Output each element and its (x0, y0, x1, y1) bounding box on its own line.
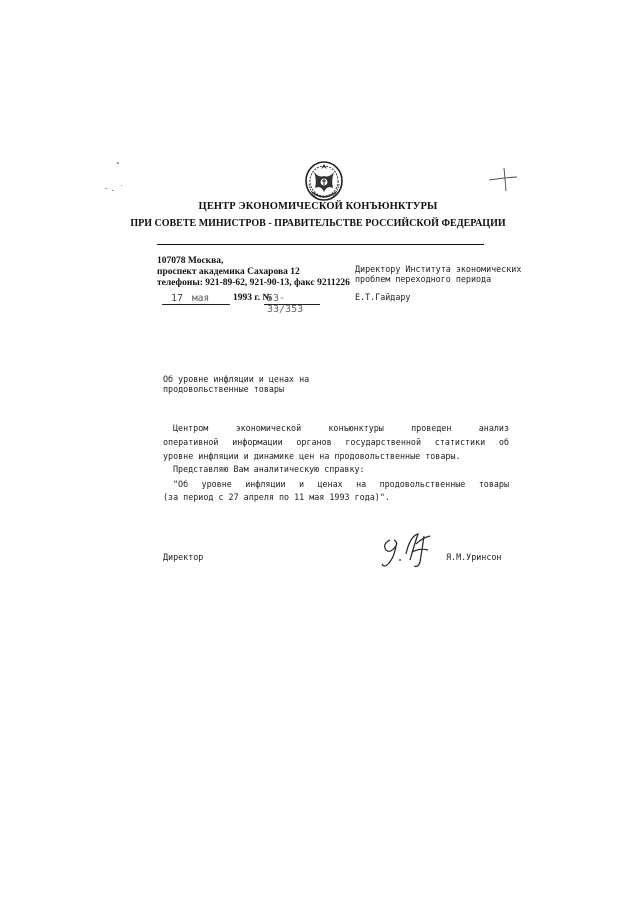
body-paragraph-line: оперативной информации органов государственной статистики об (163, 437, 509, 447)
sender-address-city: 107078 Москва, (157, 256, 224, 266)
org-name-line-2: ПРИ СОВЕТЕ МИНИСТРОВ - ПРАВИТЕЛЬСТВЕ РОССИЙСКОЙ ФЕДЕРАЦИИ (130, 218, 506, 229)
russian-coat-of-arms-icon (303, 158, 345, 202)
subject-line-1: Об уровне инфляции и ценах на (163, 374, 310, 384)
scan-speck (112, 190, 114, 191)
handwritten-signature-icon (380, 530, 438, 570)
handwritten-cross-mark-icon (487, 166, 519, 192)
body-paragraph-line: Центром экономической конъюнктуры проведен анализ (173, 423, 509, 433)
scan-speck (117, 162, 119, 164)
org-name-line-1: ЦЕНТР ЭКОНОМИЧЕСКОЙ КОНЪЮНКТУРЫ (198, 201, 438, 212)
sender-phones: телефоны: 921-89-62, 921-90-13, факс 9211226 (157, 278, 350, 288)
date-year-label: 1993 г. № (233, 293, 272, 303)
date-day: 17 (171, 293, 184, 304)
recipient-title-line-2: проблем переходного периода (355, 274, 492, 284)
subject-line-2: продовольственные товары (163, 384, 285, 394)
letterhead-divider (157, 244, 484, 245)
date-underline (162, 304, 230, 305)
signer-name: Я.М.Уринсон (446, 552, 502, 562)
sender-address-street: проспект академика Сахарова 12 (157, 267, 300, 277)
scan-speck (121, 185, 122, 186)
body-paragraph-line: Представляю Вам аналитическую справку: (173, 464, 365, 474)
recipient-title-line-1: Директору Института экономических (355, 264, 522, 274)
date-month: мая (192, 293, 210, 304)
recipient-name: Е.Т.Гайдару (355, 292, 411, 302)
body-quote-line: (за период с 27 апреля по 11 мая 1993 года)". (163, 492, 390, 502)
body-paragraph-line: уровне инфляции и динамике цен на продовольственные товары. (163, 451, 461, 461)
document-number: 53-33/353 (267, 293, 304, 315)
number-underline (264, 304, 320, 305)
scan-speck (105, 188, 107, 189)
body-quote-line: "Об уровне инфляции и ценах на продовольственные товары (173, 479, 509, 489)
signer-title: Директор (163, 552, 204, 562)
